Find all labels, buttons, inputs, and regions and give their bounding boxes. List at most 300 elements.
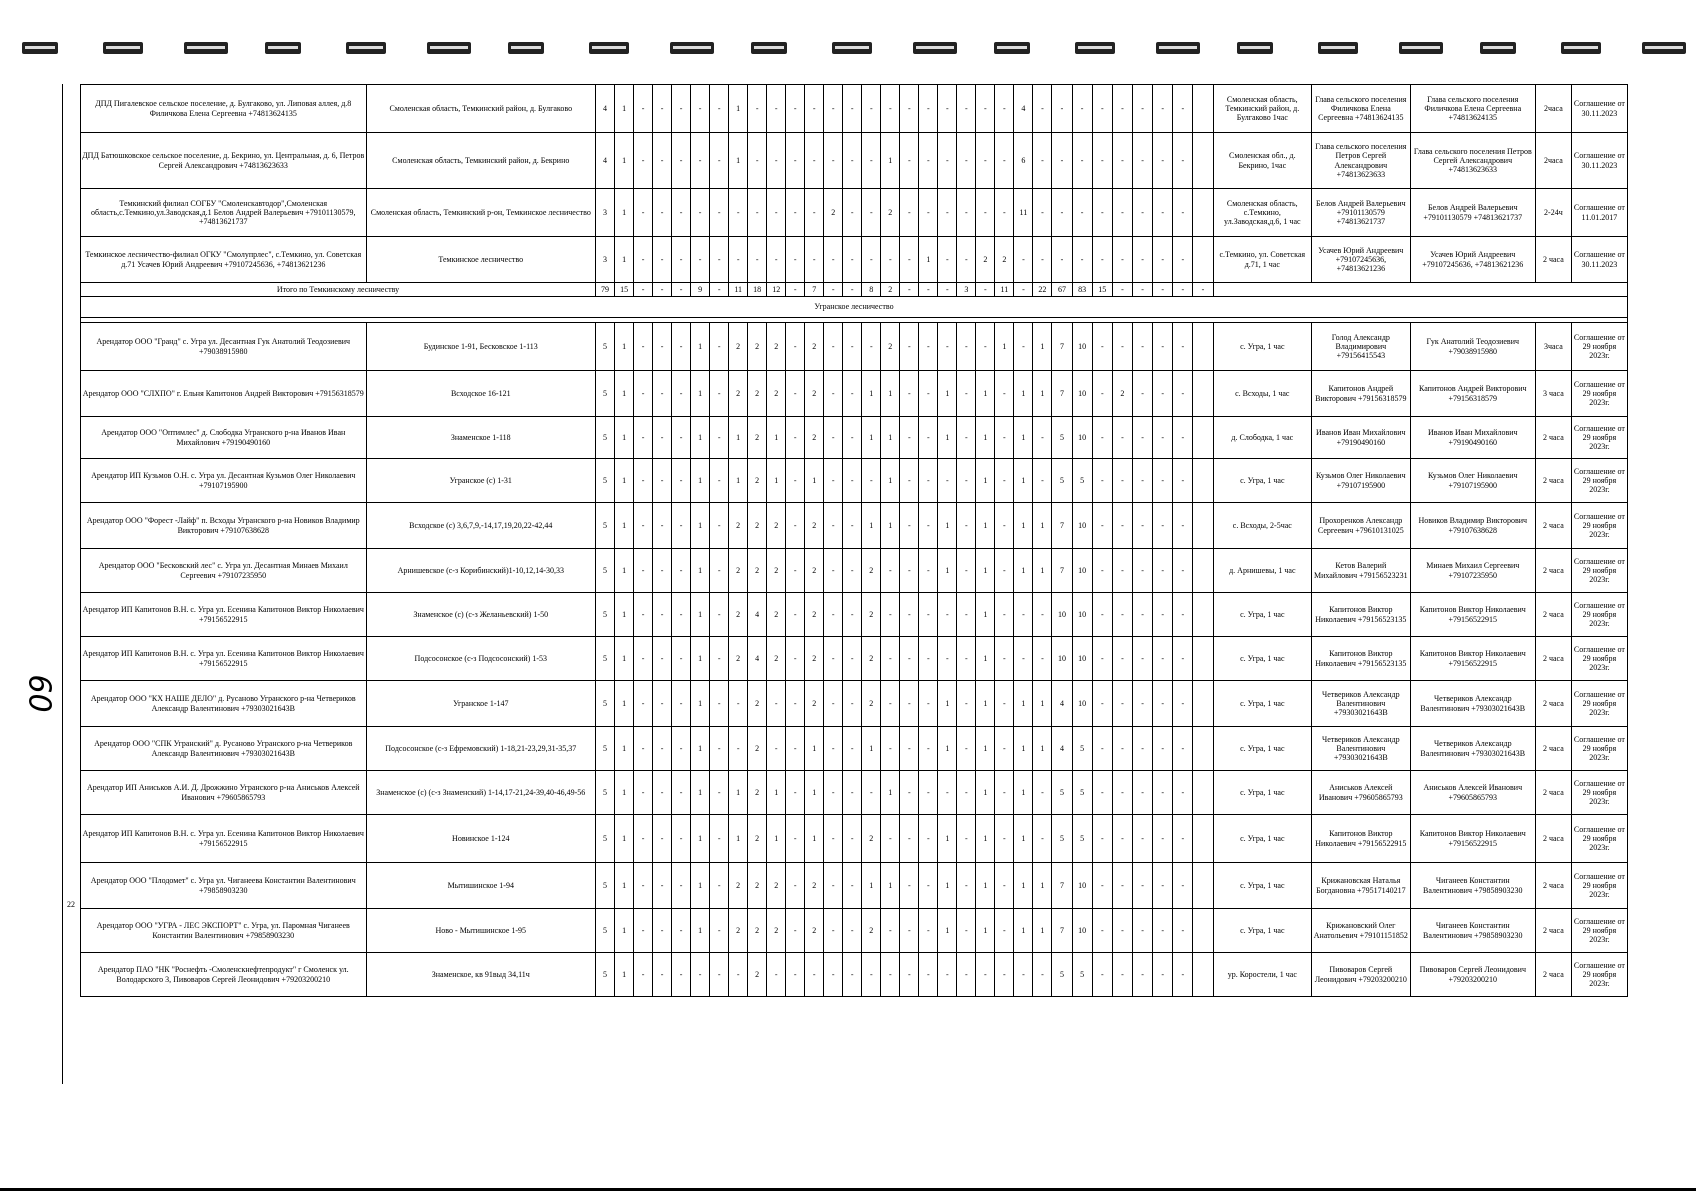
value-cell: -: [1173, 863, 1193, 909]
total-value-cell: 83: [1072, 283, 1092, 297]
value-cell: 1: [729, 417, 748, 459]
value-cell: -: [843, 815, 862, 863]
value-cell: -: [634, 371, 653, 417]
value-cell: 10: [1072, 681, 1092, 727]
page-number: 60: [21, 674, 57, 713]
value-cell: -: [1033, 85, 1052, 133]
value-cell: 1: [615, 85, 634, 133]
value-cell: -: [710, 459, 729, 503]
location-cell: Подсосонское (с-з Подсосонский) 1-53: [366, 637, 596, 681]
value-cell: -: [881, 637, 900, 681]
value-cell: -: [748, 85, 767, 133]
value-cell: -: [957, 727, 976, 771]
value-cell: -: [1173, 85, 1193, 133]
value-cell: -: [672, 237, 691, 283]
value-cell: -: [691, 133, 710, 189]
value-cell: -: [1173, 771, 1193, 815]
value-cell: -: [957, 863, 976, 909]
agreement-cell: Соглашение от 29 ноября 2023г.: [1571, 503, 1627, 549]
value-cell: 2: [729, 863, 748, 909]
value-cell: -: [634, 459, 653, 503]
value-cell: -: [1033, 593, 1052, 637]
value-cell: -: [634, 417, 653, 459]
value-cell: 1: [976, 503, 995, 549]
value-cell: -: [1112, 237, 1132, 283]
value-cell: -: [1112, 549, 1132, 593]
location-cell: Смоленская область, Темкинский район, д. Бекрино: [366, 133, 596, 189]
value-cell: 2: [976, 237, 995, 283]
value-cell: 7: [1052, 503, 1072, 549]
value-cell: -: [843, 681, 862, 727]
value-cell: -: [1072, 237, 1092, 283]
value-cell: -: [653, 417, 672, 459]
header-block: [670, 42, 714, 54]
value-cell: 1: [1033, 863, 1052, 909]
organization-cell: Темкинский филиал СОГБУ "Смоленскавтодор",Смоленская область,с.Темкино,ул.Заводская,д.1 Белов Андрей Валерьевич +79101130579, +74813621737: [81, 189, 367, 237]
value-cell: -: [767, 133, 786, 189]
value-cell: -: [653, 189, 672, 237]
value-cell: -: [1112, 953, 1132, 997]
value-cell: -: [710, 681, 729, 727]
value-cell: -: [919, 417, 938, 459]
value-cell: -: [881, 593, 900, 637]
value-cell: -: [976, 133, 995, 189]
value-cell: -: [710, 727, 729, 771]
value-cell: -: [1173, 953, 1193, 997]
value-cell: -: [786, 681, 805, 727]
value-cell: -: [634, 771, 653, 815]
value-cell: -: [634, 549, 653, 593]
table-row: [81, 459, 1628, 503]
value-cell: -: [919, 771, 938, 815]
dispatch-cell: с. Всходы, 2-5час: [1213, 503, 1312, 549]
value-cell: 2: [767, 371, 786, 417]
dispatch-cell: с. Угра, 1 час: [1213, 459, 1312, 503]
value-cell: 1: [976, 771, 995, 815]
value-cell: -: [957, 189, 976, 237]
header-block: [1237, 42, 1273, 54]
value-cell: -: [1014, 953, 1033, 997]
value-cell: 1: [615, 593, 634, 637]
value-cell: -: [1153, 727, 1173, 771]
value-cell: -: [805, 237, 824, 283]
time-cell: 2 часа: [1535, 503, 1571, 549]
total-value-cell: -: [1014, 283, 1033, 297]
value-cell: 2: [805, 549, 824, 593]
value-cell: -: [786, 909, 805, 953]
dispatch-cell: Смоленская область, с.Темкино, ул.Заводская,д.6, 1 час: [1213, 189, 1312, 237]
location-cell: Всходское 16-121: [366, 371, 596, 417]
value-cell: -: [957, 953, 976, 997]
value-cell: -: [919, 189, 938, 237]
value-cell: -: [900, 815, 919, 863]
value-cell: -: [1112, 459, 1132, 503]
value-cell: 2: [748, 503, 767, 549]
value-cell: 1: [862, 371, 881, 417]
agreement-cell: Соглашение от 29 ноября 2023г.: [1571, 323, 1627, 371]
value-cell: 1: [615, 953, 634, 997]
contact-cell: Чиганеев Константин Валентинович +79858903230: [1410, 863, 1535, 909]
value-cell: -: [843, 727, 862, 771]
value-cell: 10: [1072, 503, 1092, 549]
header-block: [184, 42, 228, 54]
value-cell: -: [767, 237, 786, 283]
value-cell: 1: [615, 503, 634, 549]
value-cell: 2: [767, 323, 786, 371]
value-cell: -: [900, 503, 919, 549]
contact-cell: Новиков Владимир Викторович +79107638628: [1410, 503, 1535, 549]
dispatch-cell: Смоленская обл., д. Бекрино, 1час: [1213, 133, 1312, 189]
value-cell: -: [1132, 549, 1152, 593]
value-cell: -: [824, 237, 843, 283]
organization-cell: Арендатор ООО "Гранд" с. Угра ул. Десантная Гук Анатолий Теодозиевич +79038915980: [81, 323, 367, 371]
value-cell: [1193, 863, 1213, 909]
value-cell: -: [1173, 237, 1193, 283]
organization-cell: Арендатор ООО "СПК Угранский" д. Русаново Угранского р-на Четвериков Александр Валентинович +79303021643В: [81, 727, 367, 771]
agreement-cell: Соглашение от 29 ноября 2023г.: [1571, 909, 1627, 953]
value-cell: 1: [729, 815, 748, 863]
value-cell: 5: [1052, 417, 1072, 459]
value-cell: 2: [995, 237, 1014, 283]
value-cell: -: [634, 815, 653, 863]
value-cell: -: [786, 459, 805, 503]
value-cell: 1: [938, 503, 957, 549]
value-cell: -: [786, 85, 805, 133]
value-cell: 1: [881, 459, 900, 503]
value-cell: 2: [748, 909, 767, 953]
value-cell: -: [938, 637, 957, 681]
value-cell: -: [634, 503, 653, 549]
value-cell: -: [919, 133, 938, 189]
value-cell: 1: [938, 681, 957, 727]
value-cell: -: [653, 371, 672, 417]
header-block: [103, 42, 143, 54]
value-cell: 2: [748, 681, 767, 727]
value-cell: 5: [596, 371, 615, 417]
value-cell: -: [900, 371, 919, 417]
value-cell: 4: [1052, 681, 1072, 727]
value-cell: 7: [1052, 323, 1072, 371]
responsible-cell: Усачев Юрий Андреевич +79107245636, +74813621236: [1312, 237, 1411, 283]
value-cell: 1: [691, 593, 710, 637]
value-cell: 10: [1072, 909, 1092, 953]
total-value-cell: -: [634, 283, 653, 297]
value-cell: -: [1173, 909, 1193, 953]
value-cell: -: [1153, 815, 1173, 863]
contact-cell: Пивоваров Сергей Леонидович +79203200210: [1410, 953, 1535, 997]
value-cell: 1: [1014, 727, 1033, 771]
value-cell: 1: [1014, 909, 1033, 953]
value-cell: -: [1173, 323, 1193, 371]
value-cell: -: [1153, 503, 1173, 549]
value-cell: 1: [1014, 771, 1033, 815]
value-cell: 5: [596, 727, 615, 771]
value-cell: -: [1173, 549, 1193, 593]
value-cell: -: [824, 371, 843, 417]
value-cell: -: [881, 237, 900, 283]
value-cell: -: [995, 771, 1014, 815]
value-cell: -: [634, 189, 653, 237]
value-cell: -: [824, 727, 843, 771]
value-cell: 2: [805, 863, 824, 909]
value-cell: 2: [805, 417, 824, 459]
value-cell: -: [710, 771, 729, 815]
value-cell: -: [672, 909, 691, 953]
value-cell: [1193, 459, 1213, 503]
table-row: [81, 953, 1628, 997]
value-cell: 1: [976, 681, 995, 727]
agreement-cell: Соглашение от 29 ноября 2023г.: [1571, 459, 1627, 503]
bottom-border-line: [0, 1188, 1696, 1191]
value-cell: 1: [1033, 371, 1052, 417]
value-cell: -: [1132, 417, 1152, 459]
value-cell: -: [634, 727, 653, 771]
time-cell: 3часа: [1535, 323, 1571, 371]
value-cell: -: [1112, 133, 1132, 189]
value-cell: -: [1092, 953, 1112, 997]
value-cell: 10: [1072, 637, 1092, 681]
time-cell: 2часа: [1535, 85, 1571, 133]
value-cell: -: [1112, 909, 1132, 953]
organization-cell: ДПД Пигалевское сельское поселение, д. Булгаково, ул. Липовая аллея, д.8 Филичкова Елена Сергеевна +74813624135: [81, 85, 367, 133]
dispatch-cell: с. Всходы, 1 час: [1213, 371, 1312, 417]
organization-cell: Арендатор ООО "Форест -Лайф" п. Всходы Угранского р-на Новиков Владимир Викторович +79107638628: [81, 503, 367, 549]
location-cell: Знаменское, кв 91выд 34,11ч: [366, 953, 596, 997]
value-cell: -: [1092, 637, 1112, 681]
value-cell: 4: [748, 637, 767, 681]
value-cell: -: [957, 237, 976, 283]
value-cell: -: [767, 681, 786, 727]
agreement-cell: Соглашение от 29 ноября 2023г.: [1571, 593, 1627, 637]
contact-cell: Четвериков Александр Валентинович +79303021643В: [1410, 727, 1535, 771]
location-cell: Смоленская область, Темкинский р-он, Темкинское лесничество: [366, 189, 596, 237]
value-cell: -: [653, 727, 672, 771]
value-cell: 1: [976, 815, 995, 863]
responsible-cell: Крижановская Наталья Богдановна +79517140217: [1312, 863, 1411, 909]
value-cell: 7: [1052, 909, 1072, 953]
value-cell: -: [1132, 771, 1152, 815]
value-cell: 2: [862, 681, 881, 727]
value-cell: -: [672, 323, 691, 371]
value-cell: -: [1014, 593, 1033, 637]
value-cell: 1: [767, 815, 786, 863]
total-value-cell: -: [824, 283, 843, 297]
value-cell: 2: [805, 593, 824, 637]
location-cell: Ново - Мытишинское 1-95: [366, 909, 596, 953]
dispatch-cell: д. Слободка, 1 час: [1213, 417, 1312, 459]
dispatch-cell: с. Угра, 1 час: [1213, 681, 1312, 727]
total-value-cell: 15: [615, 283, 634, 297]
value-cell: -: [824, 771, 843, 815]
time-cell: 2 часа: [1535, 637, 1571, 681]
value-cell: 2: [767, 503, 786, 549]
value-cell: -: [1153, 133, 1173, 189]
total-value-cell: -: [672, 283, 691, 297]
value-cell: -: [881, 909, 900, 953]
value-cell: -: [653, 459, 672, 503]
value-cell: -: [786, 323, 805, 371]
value-cell: 7: [1052, 549, 1072, 593]
value-cell: 1: [805, 815, 824, 863]
value-cell: 1: [615, 189, 634, 237]
value-cell: -: [1092, 549, 1112, 593]
responsible-cell: Голод Александр Владимирович +79156415543: [1312, 323, 1411, 371]
organization-cell: Арендатор ООО "УГРА - ЛЕС ЭКСПОРТ" с. Угра, ул. Паромная Чиганеев Константин Валентинович +79858903230: [81, 909, 367, 953]
register-table: [80, 84, 1628, 997]
value-cell: -: [1173, 681, 1193, 727]
value-cell: -: [1173, 727, 1193, 771]
scan-header-strip: [0, 38, 1696, 60]
value-cell: -: [1092, 417, 1112, 459]
value-cell: -: [824, 863, 843, 909]
value-cell: 4: [1014, 85, 1033, 133]
value-cell: -: [957, 459, 976, 503]
table-row: [81, 637, 1628, 681]
value-cell: -: [1092, 371, 1112, 417]
value-cell: 1: [919, 237, 938, 283]
value-cell: 10: [1072, 593, 1092, 637]
value-cell: 5: [1072, 953, 1092, 997]
table-row: [81, 815, 1628, 863]
total-value-cell: -: [919, 283, 938, 297]
value-cell: 5: [1072, 727, 1092, 771]
value-cell: -: [881, 681, 900, 727]
responsible-cell: Капитонов Виктор Николаевич +79156523135: [1312, 593, 1411, 637]
dispatch-cell: с. Угра, 1 час: [1213, 909, 1312, 953]
value-cell: 5: [596, 771, 615, 815]
location-cell: Всходское (с) 3,6,7,9,-14,17,19,20,22-42,44: [366, 503, 596, 549]
value-cell: -: [1153, 909, 1173, 953]
value-cell: 1: [1014, 417, 1033, 459]
value-cell: 1: [938, 727, 957, 771]
value-cell: -: [710, 637, 729, 681]
value-cell: 1: [938, 371, 957, 417]
value-cell: -: [1092, 237, 1112, 283]
value-cell: 10: [1072, 323, 1092, 371]
header-block: [22, 42, 58, 54]
value-cell: -: [1092, 85, 1112, 133]
value-cell: -: [1072, 133, 1092, 189]
header-block: [994, 42, 1030, 54]
total-value-cell: 9: [691, 283, 710, 297]
value-cell: -: [672, 863, 691, 909]
value-cell: -: [805, 85, 824, 133]
value-cell: -: [824, 909, 843, 953]
section-title: Угранское лесничество: [81, 297, 1628, 318]
total-value-cell: 12: [767, 283, 786, 297]
value-cell: [1193, 323, 1213, 371]
value-cell: -: [672, 727, 691, 771]
dispatch-cell: с.Темкино, ул. Советская д.71, 1 час: [1213, 237, 1312, 283]
value-cell: -: [843, 909, 862, 953]
value-cell: 1: [1033, 727, 1052, 771]
value-cell: -: [843, 417, 862, 459]
value-cell: -: [1132, 953, 1152, 997]
value-cell: 10: [1052, 593, 1072, 637]
header-block: [427, 42, 471, 54]
value-cell: -: [900, 863, 919, 909]
value-cell: -: [900, 909, 919, 953]
value-cell: -: [919, 681, 938, 727]
value-cell: [1193, 417, 1213, 459]
value-cell: -: [919, 85, 938, 133]
value-cell: -: [919, 909, 938, 953]
value-cell: -: [824, 323, 843, 371]
value-cell: -: [919, 503, 938, 549]
value-cell: -: [900, 417, 919, 459]
value-cell: 1: [805, 727, 824, 771]
value-cell: 5: [596, 323, 615, 371]
contact-cell: Капитонов Виктор Николаевич +79156522915: [1410, 815, 1535, 863]
value-cell: -: [653, 85, 672, 133]
value-cell: -: [634, 681, 653, 727]
value-cell: 1: [881, 863, 900, 909]
value-cell: -: [634, 953, 653, 997]
value-cell: -: [995, 815, 1014, 863]
value-cell: 5: [596, 815, 615, 863]
value-cell: -: [805, 189, 824, 237]
value-cell: -: [843, 863, 862, 909]
header-block: [751, 42, 787, 54]
value-cell: -: [1132, 727, 1152, 771]
value-cell: 1: [881, 417, 900, 459]
agreement-cell: Соглашение от 29 ноября 2023г.: [1571, 863, 1627, 909]
value-cell: -: [786, 189, 805, 237]
value-cell: -: [957, 815, 976, 863]
value-cell: [1193, 953, 1213, 997]
value-cell: -: [957, 371, 976, 417]
contact-cell: Глава сельского поселения Петров Сергей Александрович +74813623633: [1410, 133, 1535, 189]
value-cell: 1: [976, 637, 995, 681]
value-cell: 1: [691, 459, 710, 503]
organization-cell: Арендатор ИП Аниськов А.И. Д. Дрожжино Угранского р-на Аниськов Алексей Иванович +79605865793: [81, 771, 367, 815]
value-cell: 10: [1072, 371, 1092, 417]
value-cell: -: [653, 549, 672, 593]
value-cell: -: [1132, 815, 1152, 863]
value-cell: -: [1033, 189, 1052, 237]
value-cell: -: [900, 593, 919, 637]
contact-cell: Усачев Юрий Андреевич +79107245636, +74813621236: [1410, 237, 1535, 283]
total-value-cell: 15: [1092, 283, 1112, 297]
value-cell: 1: [976, 417, 995, 459]
value-cell: -: [653, 953, 672, 997]
total-value-cell: -: [976, 283, 995, 297]
value-cell: -: [824, 503, 843, 549]
location-cell: Знаменское 1-118: [366, 417, 596, 459]
value-cell: -: [1153, 637, 1173, 681]
value-cell: -: [653, 593, 672, 637]
total-value-cell: 7: [805, 283, 824, 297]
value-cell: 1: [805, 771, 824, 815]
value-cell: 2: [729, 371, 748, 417]
value-cell: 2: [805, 371, 824, 417]
value-cell: -: [710, 549, 729, 593]
value-cell: 2: [729, 549, 748, 593]
value-cell: 2: [805, 909, 824, 953]
value-cell: -: [1112, 503, 1132, 549]
value-cell: -: [995, 85, 1014, 133]
value-cell: -: [1033, 417, 1052, 459]
value-cell: -: [786, 503, 805, 549]
responsible-cell: Кетов Валерий Михайлович +79156523231: [1312, 549, 1411, 593]
value-cell: 1: [691, 815, 710, 863]
value-cell: -: [1112, 863, 1132, 909]
value-cell: 1: [691, 503, 710, 549]
value-cell: -: [1033, 771, 1052, 815]
value-cell: 2: [767, 863, 786, 909]
value-cell: 1: [1033, 681, 1052, 727]
value-cell: 1: [976, 863, 995, 909]
